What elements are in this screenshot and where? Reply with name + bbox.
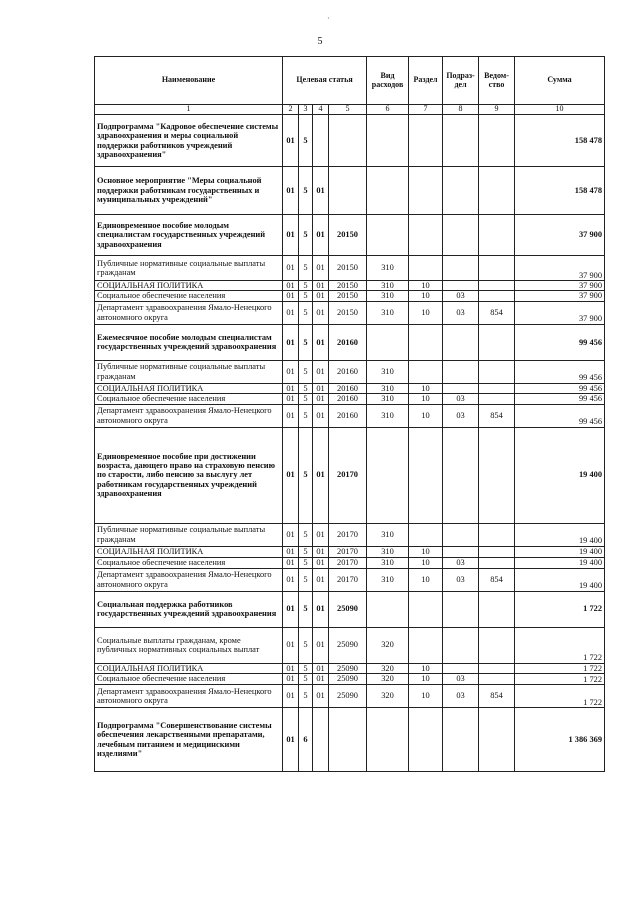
row-sum: 99 456 (515, 360, 605, 383)
row-sum: 1 722 (515, 627, 605, 663)
column-number-row (95, 105, 605, 115)
row-code-c9 (479, 591, 515, 627)
row-code-c2: 01 (283, 360, 299, 383)
row-code-c9 (479, 115, 515, 167)
row-code-c4: 01 (313, 523, 329, 546)
row-code-c9: 854 (479, 685, 515, 708)
header-vedomstvo: Ведом-ство (479, 57, 515, 105)
row-name: Публичные нормативные социальные выплаты гражданам (95, 523, 283, 546)
row-name: Публичные нормативные социальные выплаты гражданам (95, 360, 283, 383)
row-code-c8 (443, 281, 479, 291)
row-code-c7 (409, 256, 443, 281)
row-sum: 99 456 (515, 324, 605, 360)
row-code-c2: 01 (283, 404, 299, 427)
row-code-c5: 25090 (329, 685, 367, 708)
table-row (95, 215, 605, 256)
row-code-c9 (479, 394, 515, 404)
header-row (95, 57, 605, 105)
row-code-c5: 20170 (329, 523, 367, 546)
row-code-c7: 10 (409, 301, 443, 324)
row-sum: 1 722 (515, 685, 605, 708)
row-code-c8 (443, 523, 479, 546)
row-sum: 37 900 (515, 256, 605, 281)
table-row (95, 663, 605, 673)
row-code-c3: 5 (299, 674, 313, 685)
table-body (95, 115, 605, 772)
row-code-c8 (443, 115, 479, 167)
table-row (95, 627, 605, 663)
table-row (95, 591, 605, 627)
row-code-c6 (367, 167, 409, 215)
row-code-c3: 6 (299, 708, 313, 772)
row-code-c6: 310 (367, 301, 409, 324)
table-row (95, 557, 605, 568)
row-code-c3: 5 (299, 523, 313, 546)
row-code-c7: 10 (409, 685, 443, 708)
row-name: Социальное обеспечение населения (95, 674, 283, 685)
row-code-c8: 03 (443, 685, 479, 708)
row-code-c4 (313, 708, 329, 772)
row-code-c7: 10 (409, 394, 443, 404)
row-code-c3: 5 (299, 115, 313, 167)
row-code-c8 (443, 708, 479, 772)
row-code-c2: 01 (283, 215, 299, 256)
row-code-c5: 25090 (329, 627, 367, 663)
header-podrazdel: Подраз-дел (443, 57, 479, 105)
row-code-c2: 01 (283, 557, 299, 568)
row-code-c4: 01 (313, 546, 329, 557)
column-number: 8 (443, 105, 479, 115)
row-code-c9 (479, 557, 515, 568)
row-code-c8: 03 (443, 394, 479, 404)
row-code-c5: 20150 (329, 291, 367, 301)
row-code-c3: 5 (299, 324, 313, 360)
row-code-c8 (443, 360, 479, 383)
row-code-c7: 10 (409, 281, 443, 291)
table-row (95, 281, 605, 291)
row-code-c7: 10 (409, 663, 443, 673)
row-code-c6: 310 (367, 291, 409, 301)
row-code-c5: 20160 (329, 383, 367, 393)
row-code-c5 (329, 167, 367, 215)
row-code-c9: 854 (479, 404, 515, 427)
row-code-c6 (367, 427, 409, 523)
row-code-c2: 01 (283, 301, 299, 324)
row-code-c6 (367, 708, 409, 772)
row-code-c6: 310 (367, 557, 409, 568)
table-row (95, 360, 605, 383)
page-number: 5 (317, 36, 323, 47)
row-code-c9 (479, 523, 515, 546)
row-code-c9 (479, 324, 515, 360)
row-name: Основное мероприятие "Меры социальной поддержки работникам государственных и муниципальных учреждений" (95, 167, 283, 215)
row-code-c2: 01 (283, 674, 299, 685)
header-name: Наименование (95, 57, 283, 105)
row-code-c3: 5 (299, 215, 313, 256)
header-vid: Вид расходов (367, 57, 409, 105)
row-code-c5: 20170 (329, 568, 367, 591)
row-code-c7 (409, 627, 443, 663)
row-code-c6: 310 (367, 546, 409, 557)
row-code-c4: 01 (313, 215, 329, 256)
row-code-c8: 03 (443, 557, 479, 568)
row-code-c8 (443, 167, 479, 215)
row-code-c7 (409, 215, 443, 256)
row-code-c6 (367, 591, 409, 627)
row-code-c2: 01 (283, 591, 299, 627)
row-code-c6 (367, 115, 409, 167)
row-name: Публичные нормативные социальные выплаты гражданам (95, 256, 283, 281)
row-code-c8 (443, 256, 479, 281)
table-row (95, 394, 605, 404)
row-code-c4 (313, 115, 329, 167)
row-code-c2: 01 (283, 546, 299, 557)
row-code-c4: 01 (313, 685, 329, 708)
row-code-c3: 5 (299, 167, 313, 215)
row-name: Социальная поддержка работников государственных учреждений здравоохранения (95, 591, 283, 627)
table-row (95, 291, 605, 301)
row-code-c4: 01 (313, 167, 329, 215)
row-name: Департамент здравоохранения Ямало-Ненецкого автономного округа (95, 685, 283, 708)
row-code-c4: 01 (313, 301, 329, 324)
row-sum: 158 478 (515, 115, 605, 167)
row-code-c2: 01 (283, 394, 299, 404)
row-code-c5: 20150 (329, 215, 367, 256)
row-code-c8 (443, 663, 479, 673)
row-code-c9 (479, 291, 515, 301)
row-code-c3: 5 (299, 291, 313, 301)
row-code-c6: 320 (367, 663, 409, 673)
table-row (95, 568, 605, 591)
row-sum: 37 900 (515, 215, 605, 256)
row-code-c6: 310 (367, 404, 409, 427)
row-code-c3: 5 (299, 301, 313, 324)
row-sum: 19 400 (515, 557, 605, 568)
row-code-c4: 01 (313, 360, 329, 383)
row-code-c9 (479, 256, 515, 281)
row-code-c6: 310 (367, 383, 409, 393)
row-code-c9 (479, 546, 515, 557)
row-code-c3: 5 (299, 546, 313, 557)
table-row (95, 685, 605, 708)
row-code-c2: 01 (283, 281, 299, 291)
row-code-c7 (409, 427, 443, 523)
row-code-c9: 854 (479, 568, 515, 591)
row-code-c8: 03 (443, 404, 479, 427)
row-code-c5: 25090 (329, 674, 367, 685)
row-code-c2: 01 (283, 627, 299, 663)
row-code-c4: 01 (313, 557, 329, 568)
row-code-c8 (443, 324, 479, 360)
row-name: Социальное обеспечение населения (95, 291, 283, 301)
row-code-c4: 01 (313, 256, 329, 281)
row-code-c3: 5 (299, 404, 313, 427)
row-sum: 99 456 (515, 394, 605, 404)
row-code-c4: 01 (313, 394, 329, 404)
row-code-c7 (409, 324, 443, 360)
column-number: 1 (95, 105, 283, 115)
row-code-c4: 01 (313, 291, 329, 301)
table-row (95, 256, 605, 281)
row-code-c7 (409, 167, 443, 215)
table-row (95, 167, 605, 215)
row-code-c5: 20150 (329, 256, 367, 281)
row-code-c9 (479, 281, 515, 291)
row-code-c5 (329, 708, 367, 772)
row-code-c9 (479, 663, 515, 673)
row-code-c2: 01 (283, 523, 299, 546)
row-code-c4: 01 (313, 427, 329, 523)
row-name: СОЦИАЛЬНАЯ ПОЛИТИКА (95, 383, 283, 393)
column-number: 10 (515, 105, 605, 115)
row-code-c2: 01 (283, 663, 299, 673)
row-code-c2: 01 (283, 324, 299, 360)
row-code-c7 (409, 360, 443, 383)
row-code-c5: 20170 (329, 546, 367, 557)
row-name: Социальное обеспечение населения (95, 394, 283, 404)
row-code-c6: 310 (367, 360, 409, 383)
row-code-c8 (443, 546, 479, 557)
row-code-c6: 310 (367, 394, 409, 404)
row-sum: 19 400 (515, 427, 605, 523)
row-code-c9 (479, 383, 515, 393)
row-name: Социальные выплаты гражданам, кроме публичных нормативных социальных выплат (95, 627, 283, 663)
row-code-c4: 01 (313, 281, 329, 291)
row-sum: 37 900 (515, 281, 605, 291)
row-code-c6 (367, 324, 409, 360)
table-row (95, 674, 605, 685)
row-code-c8 (443, 427, 479, 523)
row-code-c6: 310 (367, 256, 409, 281)
row-code-c8: 03 (443, 291, 479, 301)
row-code-c8 (443, 215, 479, 256)
row-code-c4: 01 (313, 404, 329, 427)
column-number: 2 (283, 105, 299, 115)
row-code-c4: 01 (313, 674, 329, 685)
column-number: 5 (329, 105, 367, 115)
row-sum: 158 478 (515, 167, 605, 215)
row-name: Единовременное пособие при достижении возраста, дающего право на страховую пенсию по старости, либо пенсию за выслугу лет работникам государственных учреждений здравоохранения (95, 427, 283, 523)
row-code-c5: 20160 (329, 394, 367, 404)
table-row (95, 301, 605, 324)
row-code-c9 (479, 215, 515, 256)
column-number: 6 (367, 105, 409, 115)
row-code-c6: 310 (367, 281, 409, 291)
table-row (95, 404, 605, 427)
table-row (95, 708, 605, 772)
row-code-c8: 03 (443, 568, 479, 591)
row-code-c7 (409, 115, 443, 167)
row-code-c3: 5 (299, 394, 313, 404)
row-sum: 1 722 (515, 674, 605, 685)
row-code-c6 (367, 215, 409, 256)
row-code-c7: 10 (409, 546, 443, 557)
row-code-c6: 320 (367, 627, 409, 663)
row-sum: 1 386 369 (515, 708, 605, 772)
row-name: Департамент здравоохранения Ямало-Ненецкого автономного округа (95, 568, 283, 591)
row-code-c9 (479, 708, 515, 772)
row-code-c5: 25090 (329, 663, 367, 673)
row-sum: 19 400 (515, 546, 605, 557)
column-number: 9 (479, 105, 515, 115)
row-code-c7: 10 (409, 557, 443, 568)
row-sum: 1 722 (515, 591, 605, 627)
row-name: Подпрограмма "Совершенствование системы обеспечения лекарственными препаратами, лечебным питанием и медицинскими изделиями" (95, 708, 283, 772)
row-code-c3: 5 (299, 383, 313, 393)
column-number: 7 (409, 105, 443, 115)
row-code-c5: 20160 (329, 324, 367, 360)
row-code-c9: 854 (479, 301, 515, 324)
table-row (95, 115, 605, 167)
row-code-c8 (443, 591, 479, 627)
row-name: СОЦИАЛЬНАЯ ПОЛИТИКА (95, 546, 283, 557)
column-number: 3 (299, 105, 313, 115)
row-name: СОЦИАЛЬНАЯ ПОЛИТИКА (95, 281, 283, 291)
row-code-c2: 01 (283, 383, 299, 393)
row-code-c7: 10 (409, 674, 443, 685)
row-code-c6: 320 (367, 685, 409, 708)
row-name: Подпрограмма "Кадровое обеспечение системы здравоохранения и меры социальной поддержки работников учреждений здравоохранения" (95, 115, 283, 167)
row-code-c8: 03 (443, 301, 479, 324)
row-code-c7 (409, 591, 443, 627)
row-code-c5: 20160 (329, 360, 367, 383)
row-code-c8: 03 (443, 674, 479, 685)
row-name: Единовременное пособие молодым специалистам государственных учреждений здравоохранения (95, 215, 283, 256)
row-code-c2: 01 (283, 115, 299, 167)
row-code-c2: 01 (283, 291, 299, 301)
row-code-c9 (479, 627, 515, 663)
header-summa: Сумма (515, 57, 605, 105)
row-code-c7: 10 (409, 291, 443, 301)
table-row (95, 427, 605, 523)
row-code-c5: 20150 (329, 301, 367, 324)
row-code-c5: 20150 (329, 281, 367, 291)
row-code-c2: 01 (283, 256, 299, 281)
row-code-c2: 01 (283, 167, 299, 215)
row-code-c3: 5 (299, 360, 313, 383)
row-sum: 37 900 (515, 291, 605, 301)
row-code-c3: 5 (299, 557, 313, 568)
column-number: 4 (313, 105, 329, 115)
scan-mark: · (327, 14, 330, 23)
table-row (95, 523, 605, 546)
row-sum: 19 400 (515, 568, 605, 591)
row-code-c3: 5 (299, 591, 313, 627)
row-sum: 1 722 (515, 663, 605, 673)
row-code-c4: 01 (313, 383, 329, 393)
budget-table (94, 56, 605, 772)
row-code-c3: 5 (299, 568, 313, 591)
row-code-c6: 310 (367, 568, 409, 591)
row-sum: 37 900 (515, 301, 605, 324)
row-code-c3: 5 (299, 685, 313, 708)
row-code-c7 (409, 708, 443, 772)
header-razdel: Раздел (409, 57, 443, 105)
row-code-c3: 5 (299, 663, 313, 673)
row-code-c5: 20160 (329, 404, 367, 427)
row-code-c8 (443, 383, 479, 393)
header-target: Целевая статья (283, 57, 367, 105)
row-code-c7: 10 (409, 568, 443, 591)
row-code-c9 (479, 167, 515, 215)
row-sum: 99 456 (515, 383, 605, 393)
row-code-c4: 01 (313, 591, 329, 627)
row-code-c2: 01 (283, 685, 299, 708)
row-code-c3: 5 (299, 627, 313, 663)
row-code-c2: 01 (283, 427, 299, 523)
row-code-c4: 01 (313, 568, 329, 591)
row-code-c3: 5 (299, 256, 313, 281)
row-name: СОЦИАЛЬНАЯ ПОЛИТИКА (95, 663, 283, 673)
row-code-c4: 01 (313, 663, 329, 673)
row-code-c6: 320 (367, 674, 409, 685)
row-sum: 99 456 (515, 404, 605, 427)
row-code-c2: 01 (283, 708, 299, 772)
row-code-c7: 10 (409, 404, 443, 427)
row-code-c9 (479, 427, 515, 523)
row-code-c3: 5 (299, 427, 313, 523)
row-code-c3: 5 (299, 281, 313, 291)
row-name: Ежемесячное пособие молодым специалистам государственных учреждений здравоохранения (95, 324, 283, 360)
row-code-c5 (329, 115, 367, 167)
row-name: Департамент здравоохранения Ямало-Ненецкого автономного округа (95, 404, 283, 427)
row-code-c7: 10 (409, 383, 443, 393)
row-code-c2: 01 (283, 568, 299, 591)
row-code-c4: 01 (313, 627, 329, 663)
row-name: Социальное обеспечение населения (95, 557, 283, 568)
table-row (95, 324, 605, 360)
row-code-c6: 310 (367, 523, 409, 546)
row-code-c5: 20170 (329, 427, 367, 523)
row-name: Департамент здравоохранения Ямало-Ненецкого автономного округа (95, 301, 283, 324)
row-code-c9 (479, 674, 515, 685)
row-code-c7 (409, 523, 443, 546)
row-code-c9 (479, 360, 515, 383)
table-row (95, 383, 605, 393)
row-sum: 19 400 (515, 523, 605, 546)
row-code-c4: 01 (313, 324, 329, 360)
row-code-c8 (443, 627, 479, 663)
row-code-c5: 20170 (329, 557, 367, 568)
row-code-c5: 25090 (329, 591, 367, 627)
table-row (95, 546, 605, 557)
